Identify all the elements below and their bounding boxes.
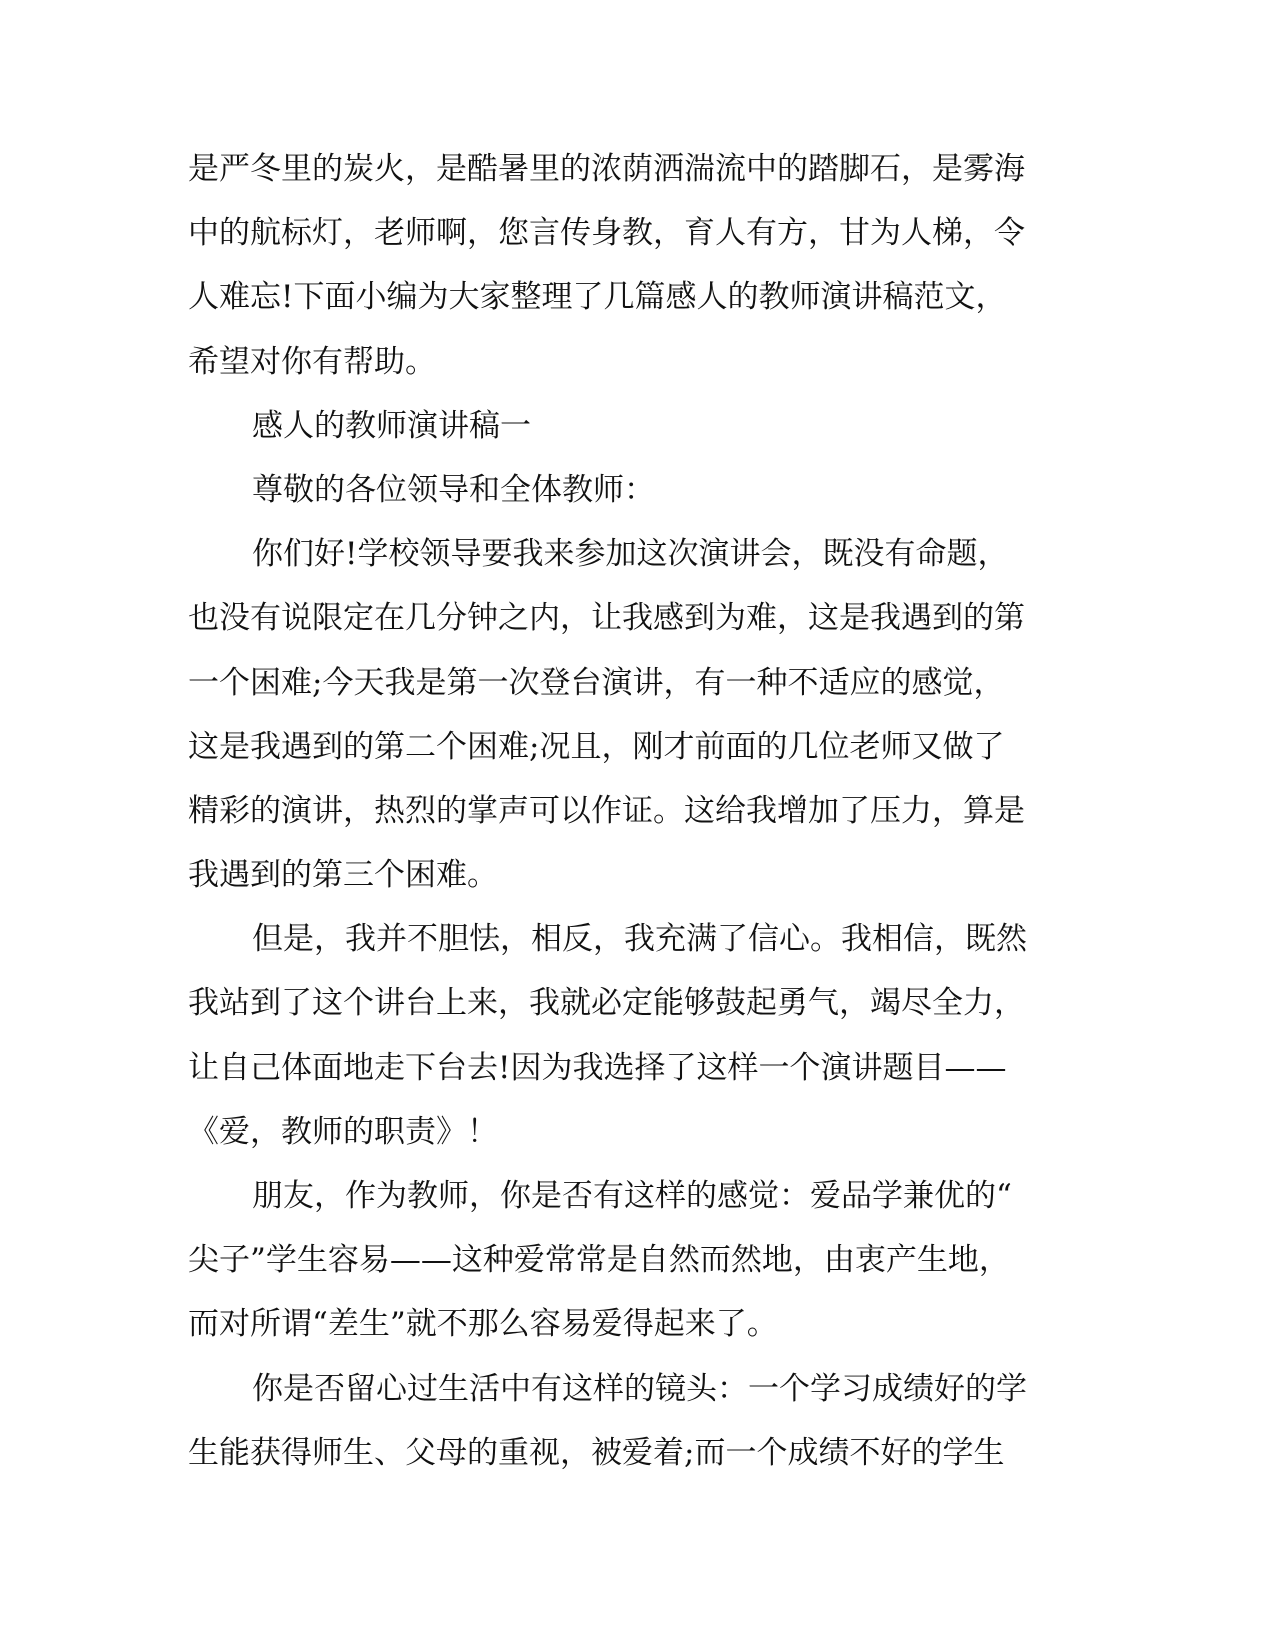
text-line: 我遇到的第三个困难。: [188, 857, 498, 894]
paragraph-start: 你是否留心过生活中有这样的镜头：一个学习成绩好的学: [252, 1370, 1027, 1407]
text-line: 我站到了这个讲台上来，我就必定能够鼓起勇气，竭尽全力，: [188, 985, 1025, 1022]
text-line: 而对所谓“差生”就不那么容易爱得起来了。: [188, 1306, 778, 1343]
text-line: 生能获得师生、父母的重视，被爱着;而一个成绩不好的学生: [188, 1434, 1005, 1471]
text-line: 尖子”学生容易——这种爱常常是自然而然地，由衷产生地，: [188, 1242, 1010, 1279]
document-body: [188, 137, 1088, 1485]
paragraph-start: 你们好!学校领导要我来参加这次演讲会，既没有命题，: [252, 536, 1009, 573]
paragraph-start: 朋友，作为教师，你是否有这样的感觉：爱品学兼优的“: [252, 1178, 1012, 1214]
text-line: 也没有说限定在几分钟之内，让我感到为难，这是我遇到的第: [188, 600, 1025, 637]
text-line: 是严冬里的炭火，是酷暑里的浓荫洒湍流中的踏脚石，是雾海: [188, 151, 1025, 187]
paragraph-start: 但是，我并不胆怯，相反，我充满了信心。我相信，既然: [252, 921, 1027, 958]
text-line: 人难忘!下面小编为大家整理了几篇感人的教师演讲稿范文，: [188, 279, 1007, 316]
text-line: 希望对你有帮助。: [188, 343, 436, 380]
text-line: 一个困难;今天我是第一次登台演讲，有一种不适应的感觉，: [188, 664, 1005, 701]
section-heading: 感人的教师演讲稿一: [252, 407, 531, 444]
text-line: 让自己体面地走下台去!因为我选择了这样一个演讲题目——: [188, 1049, 1007, 1086]
salutation: 尊敬的各位领导和全体教师：: [252, 471, 655, 508]
text-line: 《爱，教师的职责》！: [188, 1113, 498, 1150]
text-line: 这是我遇到的第二个困难;况且，刚才前面的几位老师又做了: [188, 728, 1005, 765]
text-line: 精彩的演讲，热烈的掌声可以作证。这给我增加了压力，算是: [188, 792, 1025, 829]
text-line: 中的航标灯，老师啊，您言传身教，育人有方，甘为人梯，令: [188, 215, 1025, 252]
